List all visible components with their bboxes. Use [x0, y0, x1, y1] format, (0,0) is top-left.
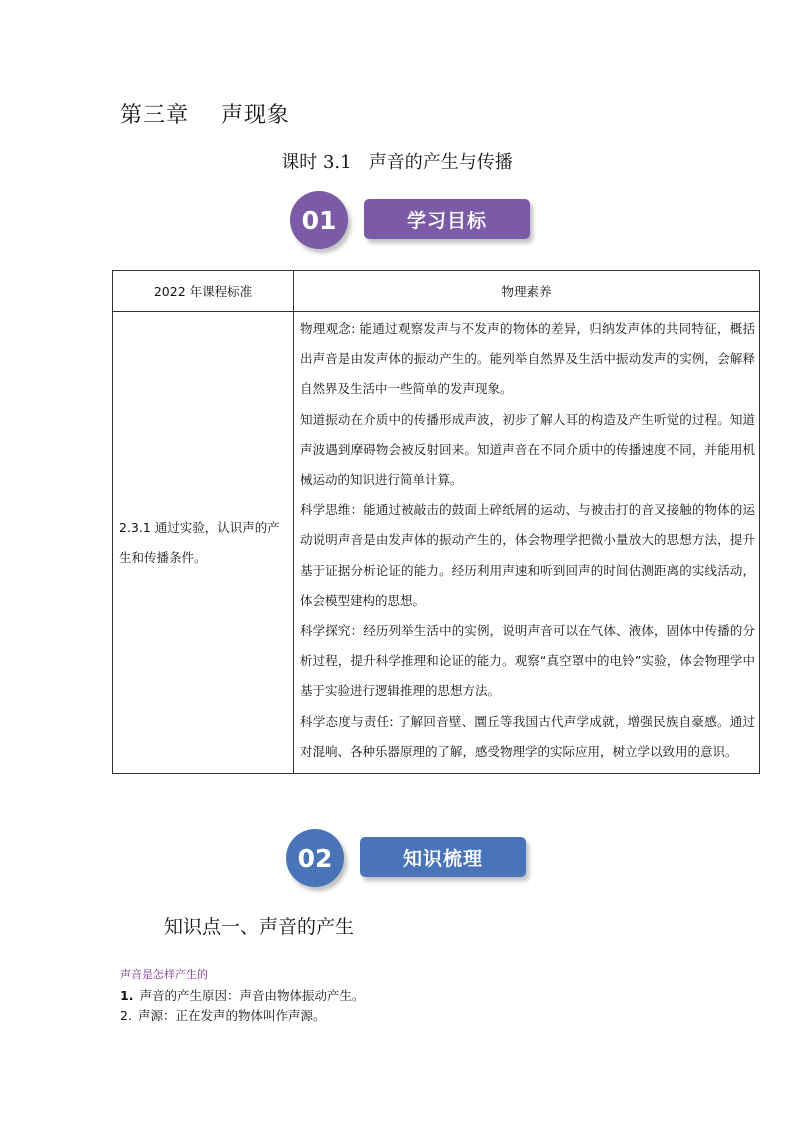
literacy-cell [294, 312, 760, 774]
list-item-number: 1. [120, 988, 134, 1003]
table-header-literacy: 物理素养 [294, 271, 760, 312]
chapter-title: 第三章 声现象 [120, 103, 290, 128]
list-item-text: 声音的产生原因：声音由物体振动产生。 [139, 988, 365, 1003]
section-label: 学习目标 [364, 199, 530, 239]
literacy-paragraph-inquiry: 科学探究：经历列举生活中的实例，说明声音可以在气体、液体，固体中传播的分析过程，提升科学推理和论证的能力。观察“真空罩中的电铃”实验，体会物理学中基于实验进行逻辑推理的思想方法。 [300, 623, 755, 699]
knowledge-subheading: 声音是怎样产生的 [120, 968, 208, 981]
table-header-standard: 2022 年课程标准 [113, 271, 294, 312]
list-item [120, 1006, 325, 1024]
literacy-paragraph-sound-waves: 知道振动在介质中的传播形成声波，初步了解人耳的构造及产生听觉的过程。知道声波遇到摩碍物会被反射回来。知道声音在不同介质中的传播速度不同，并能用机械运动的知识进行简单计算。 [300, 411, 755, 488]
section-number-badge: 01 [290, 191, 348, 249]
list-item-text: 声源：正在发声的物体叫作声源。 [137, 1008, 326, 1023]
table-row [113, 312, 760, 774]
literacy-paragraph-concept: 物理观念: 能通过观察发声与不发声的物体的差异，归纳发声体的共同特征，概括出声音是由发声体的振动产生的。能列举自然界及生活中振动发声的实例，会解释自然界及生活中一些简单的发声现象。 [300, 321, 755, 397]
standard-cell: 2.3.1 通过实验，认识声的产生和传播条件。 [113, 312, 294, 774]
section-label: 知识梳理 [360, 837, 526, 877]
list-item [120, 986, 364, 1004]
literacy-paragraph-attitude: 科学态度与责任: 了解回音壁、圜丘等我国古代声学成就，增强民族自豪感。通过对混响、各种乐器原理的了解，感受物理学的实际应用，树立学以致用的意识。 [300, 713, 755, 759]
knowledge-point-title: 知识点一、声音的产生 [164, 916, 355, 938]
literacy-paragraph-thinking: 科学思维：能通过被敲击的鼓面上碎纸屑的运动、与被击打的音叉接触的物体的运动说明声音是由发声体的振动产生的，体会物理学把微小量放大的思想方法，提升基于证据分析论证的能力。经历利用声速和听到回声的时间估测距离的实线活动，体会模型建构的思想。 [300, 502, 755, 608]
section-number-badge: 02 [286, 829, 344, 887]
lesson-title: 课时 3.1 声音的产生与传播 [281, 152, 513, 173]
list-item-number: 2. [120, 1008, 132, 1023]
learning-goals-table [112, 270, 760, 774]
table-header-row [113, 271, 760, 312]
